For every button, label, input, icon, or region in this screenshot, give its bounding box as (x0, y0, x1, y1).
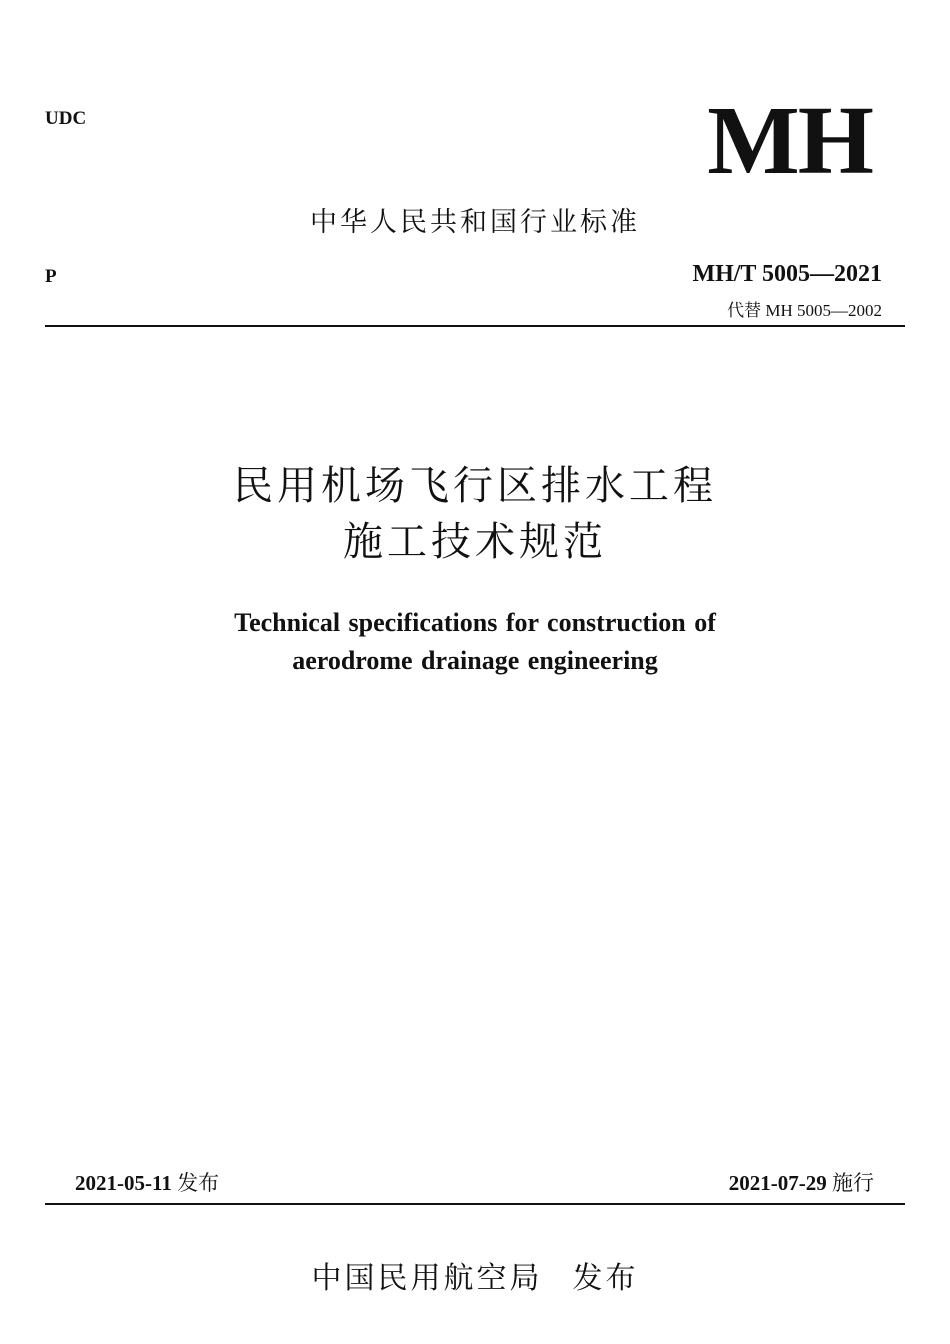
issue-date: 2021-05-11 (75, 1171, 172, 1195)
implement-date-line (729, 1167, 874, 1197)
title-cn-line2: 施工技术规范 (343, 519, 607, 565)
implement-date: 2021-07-29 (728, 1171, 827, 1195)
standard-mark-logo: MH (707, 87, 872, 195)
footer-divider (45, 1203, 905, 1205)
standard-number: MH/T 5005—2021 (692, 261, 882, 287)
udc-label: UDC (45, 108, 87, 129)
title-cn-block (0, 458, 950, 570)
issue-date-line (75, 1167, 219, 1197)
title-en-block (0, 604, 950, 680)
title-en-line2: aerodrome drainage engineering (292, 646, 658, 675)
publisher-name: 中国民用航空局 (311, 1261, 543, 1296)
replaces-standard: 代替 MH 5005—2002 (727, 301, 882, 320)
issue-label: 发布 (177, 1171, 220, 1195)
publisher-line (0, 1253, 950, 1297)
implement-label: 施行 (832, 1171, 874, 1195)
industry-standard-heading: 中华人民共和国行业标准 (310, 207, 640, 238)
classification-code: P (45, 266, 57, 287)
title-en-line1: Technical specifications for construction of (234, 608, 716, 637)
header-divider (45, 325, 905, 327)
title-cn-line1: 民用机场飞行区排水工程 (233, 463, 717, 509)
publish-label: 发布 (572, 1261, 639, 1296)
